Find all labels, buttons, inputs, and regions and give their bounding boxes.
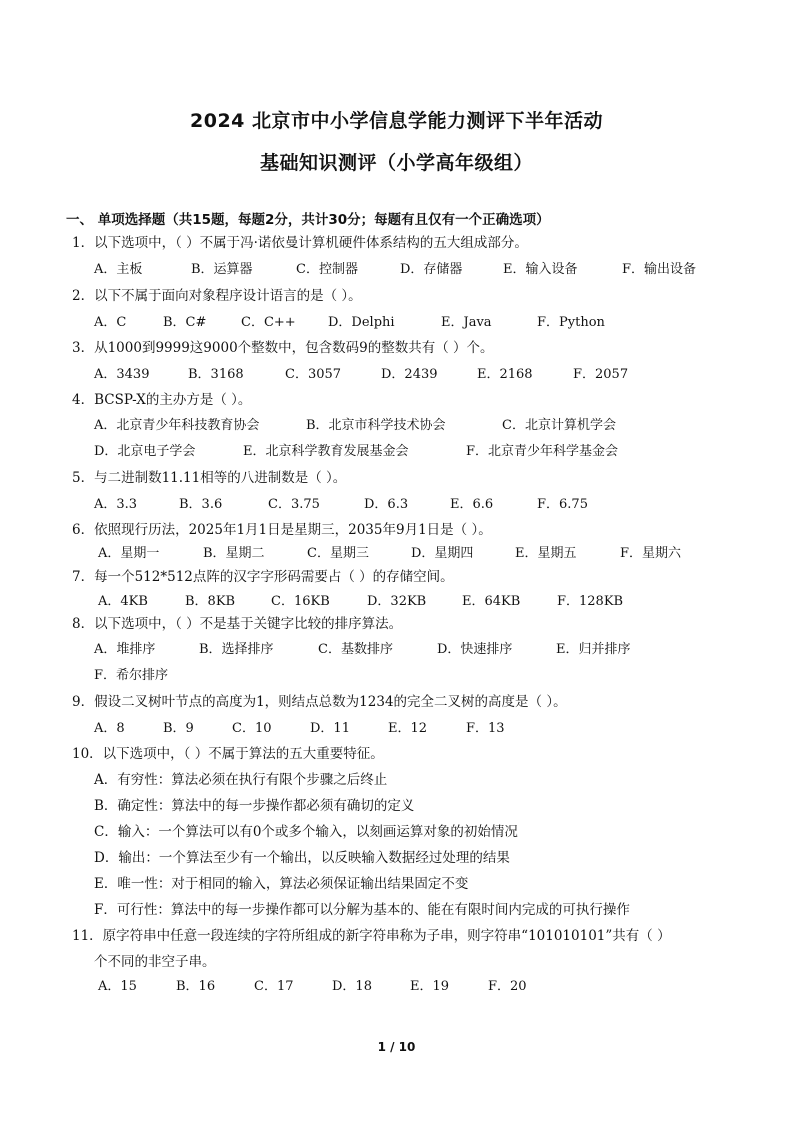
q9-option-a: A．8 [94, 721, 125, 736]
q7-option-b: B．8KB [185, 594, 236, 609]
q8-option-b: B．选择排序 [199, 642, 274, 657]
q5-option-a: A．3.3 [94, 497, 138, 512]
q9-option-d: D．11 [310, 721, 350, 736]
q7-option-a: A．4KB [98, 594, 148, 609]
exam-title: 2024 北京市中小学信息学能力测评下半年活动 [190, 110, 603, 132]
question-10-stem: 10．以下选项中，（ ）不属于算法的五大重要特征。 [72, 746, 384, 762]
q6-option-a: A．星期一 [98, 546, 160, 561]
q10-option-e: E．唯一性：对于相同的输入，算法必须保证输出结果固定不变 [94, 876, 469, 892]
page-number: 1 / 10 [377, 1040, 416, 1054]
q2-option-d: D．Delphi [328, 315, 395, 330]
q11-option-f: F．20 [488, 979, 527, 994]
q6-option-d: D．星期四 [411, 546, 474, 561]
q7-option-f: F．128KB [557, 594, 624, 609]
q8-option-d: D．快速排序 [437, 642, 513, 657]
q2-option-f: F．Python [537, 315, 605, 330]
exam-subtitle: 基础知识测评（小学高年级组） [259, 152, 533, 174]
q10-option-f: F．可行性：算法中的每一步操作都可以分解为基本的、能在有限时间内完成的可执行操作 [94, 902, 630, 918]
q9-option-e: E．12 [388, 721, 428, 736]
q8-option-f: F．希尔排序 [94, 668, 169, 683]
q6-option-b: B．星期二 [203, 546, 265, 561]
q11-option-b: B．16 [176, 979, 216, 994]
q4-option-b: B．北京市科学技术协会 [306, 418, 446, 433]
question-4-stem: 4．BCSP-X的主办方是（ ）。 [72, 392, 252, 408]
q5-option-d: D．6.3 [364, 497, 409, 512]
question-11-stem-continued: 个不同的非空子串。 [94, 954, 216, 970]
q1-option-a: A．主板 [94, 262, 143, 277]
q6-option-c: C．星期三 [307, 546, 369, 561]
q5-option-c: C．3.75 [268, 497, 320, 512]
q10-option-a: A．有穷性：算法必须在执行有限个步骤之后终止 [94, 772, 388, 788]
q11-option-c: C．17 [254, 979, 294, 994]
q7-option-c: C．16KB [271, 594, 330, 609]
q7-option-e: E．64KB [462, 594, 521, 609]
q2-option-e: E．Java [441, 315, 492, 330]
q10-option-d: D．输出：一个算法至少有一个输出，以反映输入数据经过处理的结果 [94, 850, 510, 866]
question-11-stem: 11．原字符串中任意一段连续的字符所组成的新字符串称为子串，则字符串“101010101”共有（ ） [72, 928, 671, 944]
q3-option-c: C．3057 [285, 367, 342, 382]
question-1-stem: 1．以下选项中，（ ）不属于冯·诺依曼计算机硬件体系结构的五大组成部分。 [72, 235, 528, 251]
q3-option-b: B．3168 [188, 367, 244, 382]
q3-option-a: A．3439 [94, 367, 150, 382]
q8-option-c: C．基数排序 [318, 642, 393, 657]
q1-option-e: E．输入设备 [503, 262, 578, 277]
question-3-stem: 3．从1000到9999这9000个整数中，包含数码9的整数共有（ ）个。 [72, 340, 494, 356]
q5-option-e: E．6.6 [450, 497, 494, 512]
q1-option-c: C．控制器 [296, 262, 358, 277]
question-6-stem: 6．依照现行历法，2025年1月1日是星期三，2035年9月1日是（ ）。 [72, 522, 492, 538]
q1-option-d: D．存储器 [400, 262, 463, 277]
section-heading: 一、 单项选择题（共15题，每题2分，共计30分；每题有且仅有一个正确选项） [66, 212, 550, 228]
q5-option-f: F．6.75 [537, 497, 588, 512]
q11-option-d: D．18 [332, 979, 372, 994]
q9-option-b: B．9 [163, 721, 194, 736]
q9-option-c: C．10 [232, 721, 272, 736]
q6-option-f: F．星期六 [620, 546, 682, 561]
q4-option-f: F．北京青少年科学基金会 [466, 444, 619, 459]
q11-option-a: A．15 [98, 979, 137, 994]
q10-option-c: C．输入：一个算法可以有0个或多个输入，以刻画运算对象的初始情况 [94, 824, 518, 840]
question-2-stem: 2．以下不属于面向对象程序设计语言的是（ ）。 [72, 288, 362, 304]
q3-option-d: D．2439 [381, 367, 438, 382]
q10-option-b: B．确定性：算法中的每一步操作都必须有确切的定义 [94, 798, 415, 814]
q3-option-e: E．2168 [477, 367, 533, 382]
q11-option-e: E．19 [410, 979, 450, 994]
q7-option-d: D．32KB [367, 594, 427, 609]
question-5-stem: 5．与二进制数11.11相等的八进制数是（ ）。 [72, 470, 347, 486]
q4-option-a: A．北京青少年科技教育协会 [94, 418, 260, 433]
q9-option-f: F．13 [466, 721, 505, 736]
q3-option-f: F．2057 [573, 367, 629, 382]
q1-option-f: F．输出设备 [622, 262, 697, 277]
question-7-stem: 7．每一个512*512点阵的汉字字形码需要占（ ）的存储空间。 [72, 569, 454, 585]
q2-option-c: C．C++ [241, 315, 296, 330]
q4-option-c: C．北京计算机学会 [502, 418, 616, 433]
q6-option-e: E．星期五 [515, 546, 577, 561]
q8-option-a: A．堆排序 [94, 642, 156, 657]
question-8-stem: 8．以下选项中，（ ）不是基于关键字比较的排序算法。 [72, 616, 403, 632]
q2-option-a: A．C [94, 315, 127, 330]
question-9-stem: 9．假设二叉树叶节点的高度为1，则结点总数为1234的完全二叉树的高度是（ ）。 [72, 694, 567, 710]
q5-option-b: B．3.6 [179, 497, 223, 512]
q2-option-b: B．C# [163, 315, 207, 330]
q4-option-d: D．北京电子学会 [94, 444, 196, 459]
q4-option-e: E．北京科学教育发展基金会 [243, 444, 409, 459]
q8-option-e: E．归并排序 [556, 642, 631, 657]
q1-option-b: B．运算器 [191, 262, 253, 277]
